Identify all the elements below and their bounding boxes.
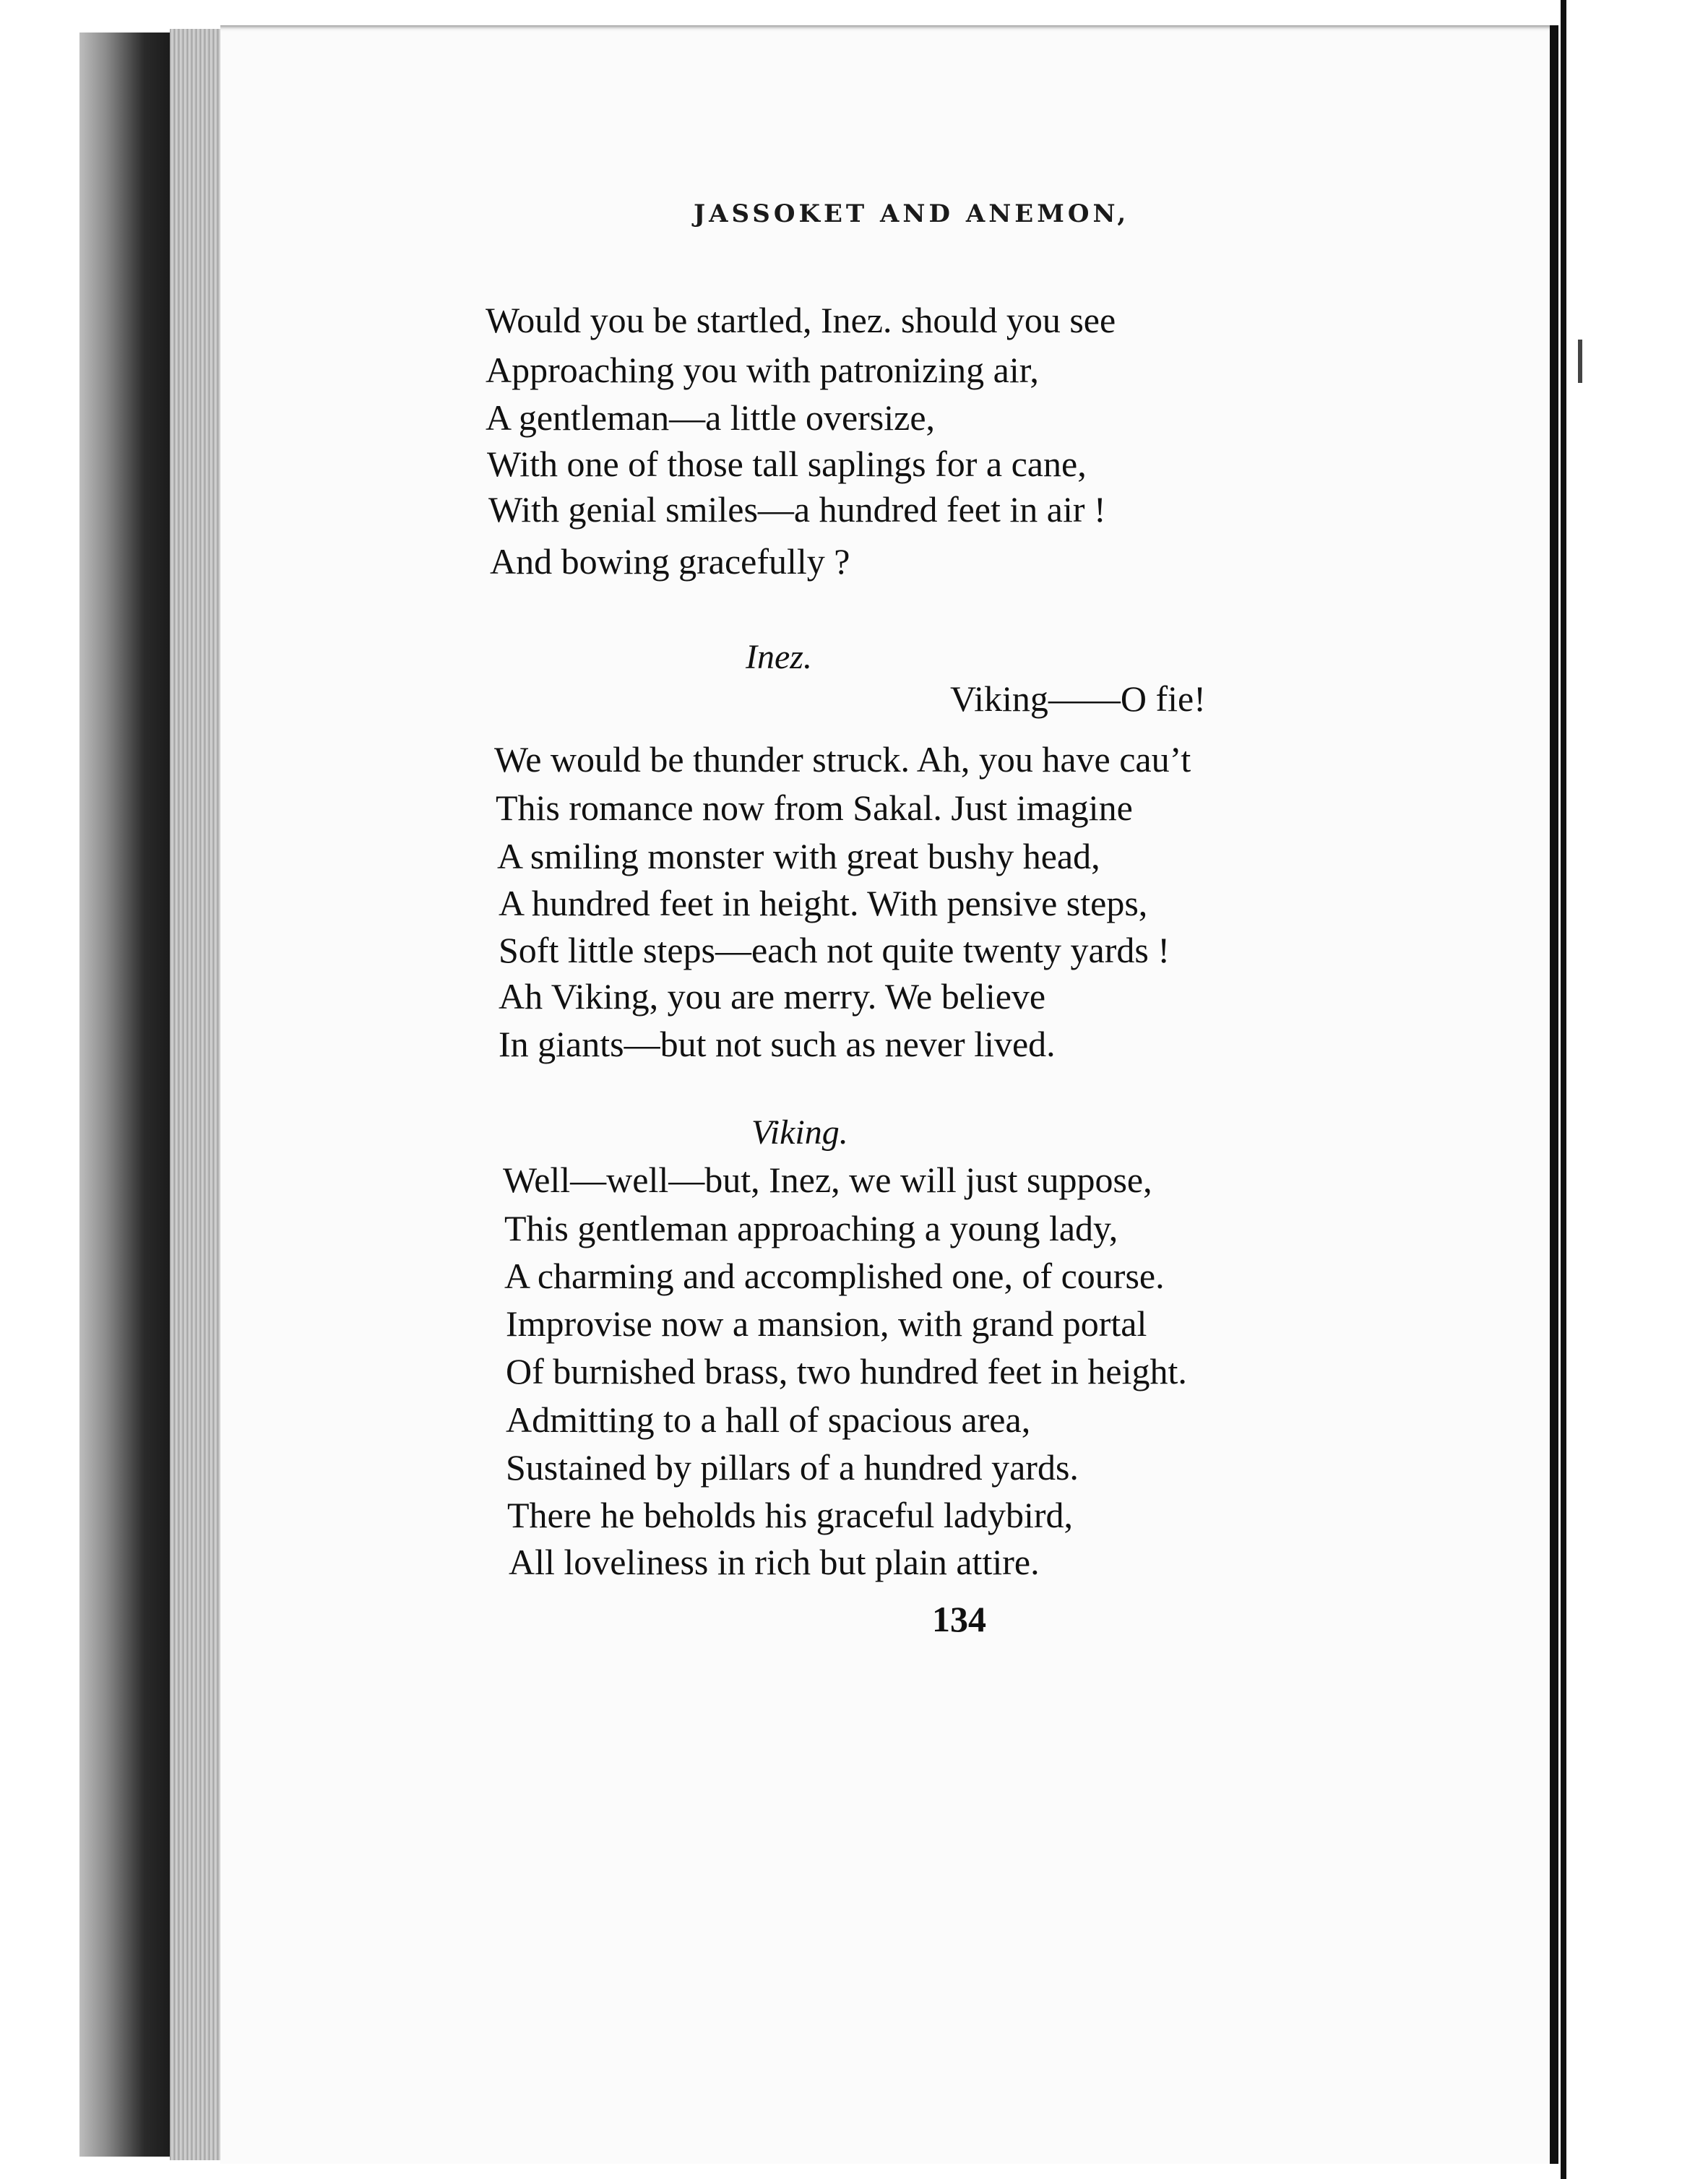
verse-line: All loveliness in rich but plain attire. [509,1542,1040,1582]
page-edges [170,29,220,2160]
verse-line: A gentleman—a little oversize, [486,397,936,438]
verse-line: With one of those tall saplings for a cane, [487,444,1087,484]
verse-line: This gentleman approaching a young lady, [504,1208,1118,1248]
stage-cue: Viking——O fie! [950,678,1206,719]
verse-line: And bowing gracefully ? [490,541,850,582]
verse-line: A charming and accomplished one, of course. [504,1256,1165,1296]
facing-page [1561,0,1708,2179]
verse-line: A hundred feet in height. With pensive steps, [499,883,1148,923]
verse-line: We would be thunder struck. Ah, you have cau’t [494,739,1191,780]
verse-line: Admitting to a hall of spacious area, [506,1399,1031,1440]
verse-line: Sustained by pillars of a hundred yards. [506,1447,1079,1488]
speaker-label: Inez. [746,638,812,676]
verse-line: There he beholds his graceful ladybird, [507,1495,1074,1535]
running-head: JASSOKET AND ANEMON, [694,199,1130,228]
verse-line: In giants—but not such as never lived. [499,1024,1056,1064]
verse-line: A smiling monster with great bushy head, [497,836,1100,876]
verse-line: Approaching you with patronizing air, [486,350,1039,390]
verse-line: This romance now from Sakal. Just imagine [496,788,1133,828]
verse-line: Well—well—but, Inez, we will just suppose, [503,1160,1152,1200]
page-number: 134 [932,1599,986,1639]
verse-line: Soft little steps—each not quite twenty yards ! [499,930,1170,970]
verse-line: Ah Viking, you are merry. We believe [499,976,1046,1017]
verse-line: With genial smiles—a hundred feet in air ! [488,489,1106,530]
verse-line: Improvise now a mansion, with grand portal [506,1303,1147,1344]
verse-line: Of burnished brass, two hundred feet in height. [506,1351,1187,1391]
left-page [220,25,1558,2164]
verse-line: Would you be startled, Inez. should you see [486,300,1116,340]
speaker-label: Viking. [751,1113,848,1152]
